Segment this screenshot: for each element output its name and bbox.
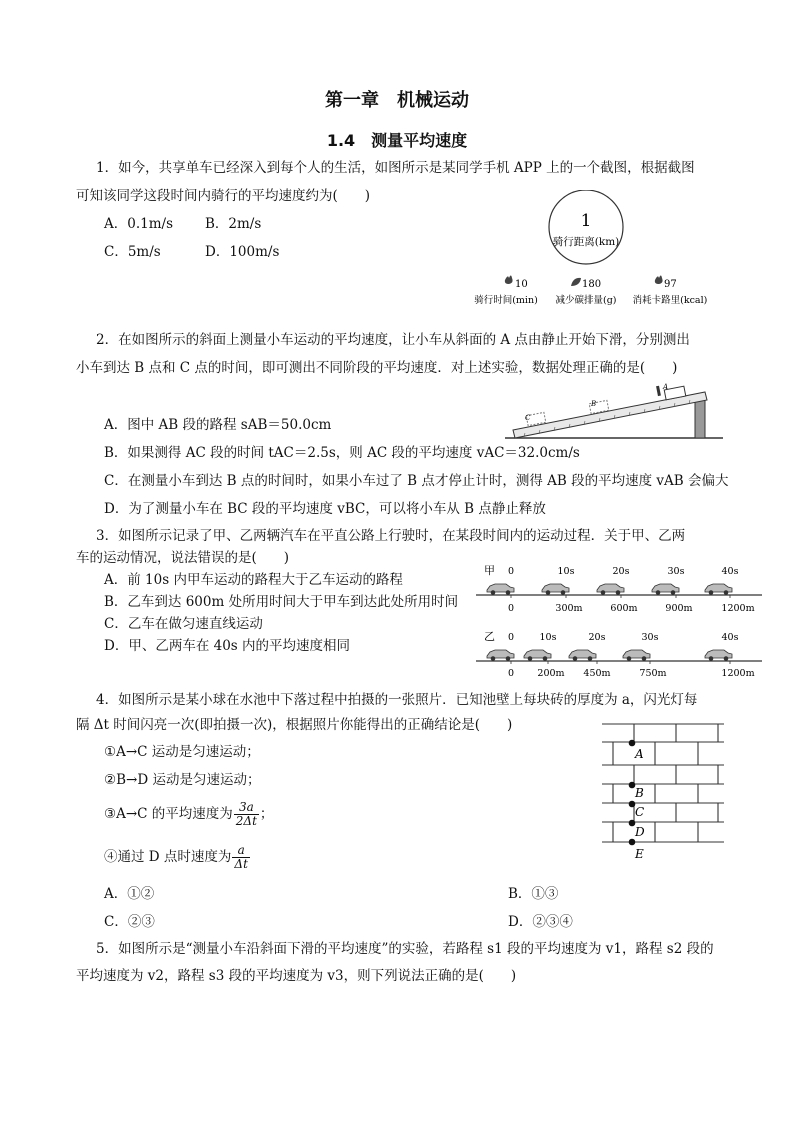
distance-label: 骑行距离(km) (552, 236, 620, 248)
q3-stem-line1: 3．如图所示记录了甲、乙两辆汽车在平直公路上行驶时，在某段时间内的运动过程．关于甲、乙两 (96, 528, 686, 544)
ball-e (629, 839, 636, 846)
stat-calorie (633, 276, 708, 307)
leaf-icon (571, 278, 581, 286)
ball-e-label: E (635, 847, 644, 861)
q4-statement-3 (104, 797, 273, 831)
brick-wall (602, 724, 724, 842)
chapter-title: 第一章 机械运动 (325, 90, 469, 111)
q3-cars-figure (474, 560, 774, 682)
yi-time-20: 20s (588, 632, 606, 643)
incline-ruler (513, 392, 707, 438)
q1-stem-line2: 可知该同学这段时间内骑行的平均速度约为( ) (76, 188, 371, 204)
yi-dist-200: 200m (537, 668, 565, 679)
flame-icon (505, 276, 513, 285)
q3-option-c: C．乙车在做匀速直线运动 (104, 616, 263, 632)
ball-a-label: A (635, 747, 644, 761)
q5-stem-line1: 5．如图所示是“测量小车沿斜面下滑的平均速度”的实验，若路程 s1 段的平均速度为 v1，路程 s2 段的 (96, 941, 714, 957)
flame-icon (655, 276, 663, 285)
q4-option-d: D．②③④ (508, 914, 573, 930)
jia-time-10: 10s (557, 566, 575, 577)
jia-dist-900: 900m (665, 603, 693, 614)
jia-time-30: 30s (667, 566, 685, 577)
jia-dist-0: 0 (507, 603, 515, 614)
stat-calorie-label: 消耗卡路里(kcal) (632, 295, 708, 306)
q2-stem-line1: 2．在如图所示的斜面上测量小车运动的平均速度，让小车从斜面的 A 点由静止开始下滑，分别测出 (96, 332, 690, 348)
point-b-label: B (591, 400, 597, 408)
jia-time-40: 40s (721, 566, 739, 577)
jia-car-0 (487, 584, 514, 595)
q3-option-a: A．前 10s 内甲车运动的路程大于乙车运动的路程 (104, 572, 403, 588)
q1-option-d: D．100m/s (205, 244, 280, 260)
ball-d-label: D (635, 825, 645, 839)
yi-label: 乙 (484, 630, 495, 643)
yi-time-30: 30s (641, 632, 659, 643)
q3-option-d: D．甲、乙两车在 40s 内的平均速度相同 (104, 638, 351, 654)
q1-stem-line1: 1．如今，共享单车已经深入到每个人的生活，如图所示是某同学手机 APP 上的一个截图，根据截图 (96, 160, 695, 176)
q2-incline-figure (505, 380, 725, 442)
q2-option-d: D．为了测量小车在 BC 段的平均速度 vBC，可以将小车从 B 点静止释放 (104, 501, 546, 517)
q4-s4-text: ④通过 D 点时速度为 (104, 849, 232, 865)
q2-option-a: A．图中 AB 段的路程 sAB＝50.0cm (104, 417, 332, 433)
q2-stem-line2: 小车到达 B 点和 C 点的时间，即可测出不同阶段的平均速度．对上述实验，数据处理正确的是( ) (76, 360, 678, 376)
jia-car-10 (542, 584, 569, 595)
yi-time-0: 0 (507, 632, 515, 643)
yi-dist-450: 450m (583, 668, 611, 679)
q4-s4-numerator: a (232, 844, 250, 858)
jia-car-40 (705, 584, 732, 595)
q4-stem-line2: 隔 Δt 时间闪亮一次(即拍摄一次)，根据照片你能得出的正确结论是( ) (76, 717, 513, 733)
stat-calorie-value: 97 (664, 279, 677, 290)
jia-dist-1200: 1200m (721, 603, 755, 614)
yi-dist-1200: 1200m (721, 668, 755, 679)
q1-option-b: B．2m/s (205, 216, 262, 232)
point-a-label: A (663, 383, 669, 391)
yi-car-30 (623, 650, 650, 661)
stat-carbon (556, 278, 617, 306)
q3-stem-line2: 车的运动情况，说法错误的是( ) (76, 550, 290, 566)
stat-time-value: 10 (515, 279, 528, 290)
yi-dist-0: 0 (507, 668, 515, 679)
ball-c-label: C (635, 805, 645, 819)
jia-time-20: 20s (612, 566, 630, 577)
q2-option-c: C．在测量小车到达 B 点的时间时，如果小车过了 B 点才停止计时，测得 AB 段的平均速度 vAB 会偏大 (104, 473, 729, 489)
q4-s4-denominator: Δt (234, 857, 248, 871)
q4-s3-numerator: 3a (234, 801, 259, 815)
q2-option-b: B．如果测得 AC 段的时间 tAC＝2.5s，则 AC 段的平均速度 vAC＝32.0cm/s (104, 445, 580, 461)
jia-car-30 (652, 584, 679, 595)
q1-option-c: C．5m/s (104, 244, 161, 260)
jia-dist-300: 300m (555, 603, 583, 614)
q5-stem-line2: 平均速度为 v2，路程 s3 段的平均速度为 v3，则下列说法正确的是( ) (76, 968, 517, 984)
q4-s3-end: ； (259, 806, 274, 822)
jia-time-0: 0 (507, 566, 515, 577)
q1-app-figure (470, 190, 715, 310)
support-block (695, 398, 705, 438)
stat-carbon-label: 减少碳排量(g) (555, 295, 617, 306)
jia-dist-600: 600m (610, 603, 638, 614)
yi-car-20 (569, 650, 596, 661)
q4-option-a: A．①② (104, 886, 155, 902)
yi-car-0 (487, 650, 514, 661)
q4-s3-fraction (234, 801, 259, 828)
q4-s3-denominator: 2Δt (235, 814, 257, 828)
stat-time (474, 276, 538, 307)
ball-a (629, 740, 636, 747)
section-title: 1.4 测量平均速度 (326, 131, 468, 150)
distance-value: 1 (580, 211, 592, 231)
q4-s4-fraction (232, 844, 250, 871)
point-c-label: C (525, 414, 531, 422)
stop-plate (656, 386, 661, 396)
q4-statement-1: ①A→C 运动是匀速运动； (104, 744, 260, 760)
yi-car-40 (705, 650, 732, 661)
q4-option-c: C．②③ (104, 914, 155, 930)
jia-label: 甲 (484, 564, 495, 577)
q4-option-b: B．①③ (508, 886, 559, 902)
q3-option-b: B．乙车到达 600m 处所用时间大于甲车到达此处所用时间 (104, 594, 459, 610)
yi-time-40: 40s (721, 632, 739, 643)
q4-brick-wall-figure (598, 718, 728, 864)
yi-dist-750: 750m (639, 668, 667, 679)
q4-statement-2: ②B→D 运动是匀速运动； (104, 772, 261, 788)
yi-time-10: 10s (539, 632, 557, 643)
stat-time-label: 骑行时间(min) (474, 295, 538, 306)
jia-car-20 (597, 584, 624, 595)
q4-stem-line1: 4．如图所示是某小球在水池中下落过程中拍摄的一张照片．已知池壁上每块砖的厚度为 a，闪光灯每 (96, 692, 698, 708)
q4-s3-text: ③A→C 的平均速度为 (104, 806, 233, 822)
q4-statement-4 (104, 840, 251, 874)
stat-carbon-value: 180 (582, 279, 602, 290)
ball-b-label: B (635, 786, 644, 800)
yi-car-10 (524, 650, 551, 661)
q1-option-a: A．0.1m/s (104, 216, 173, 232)
